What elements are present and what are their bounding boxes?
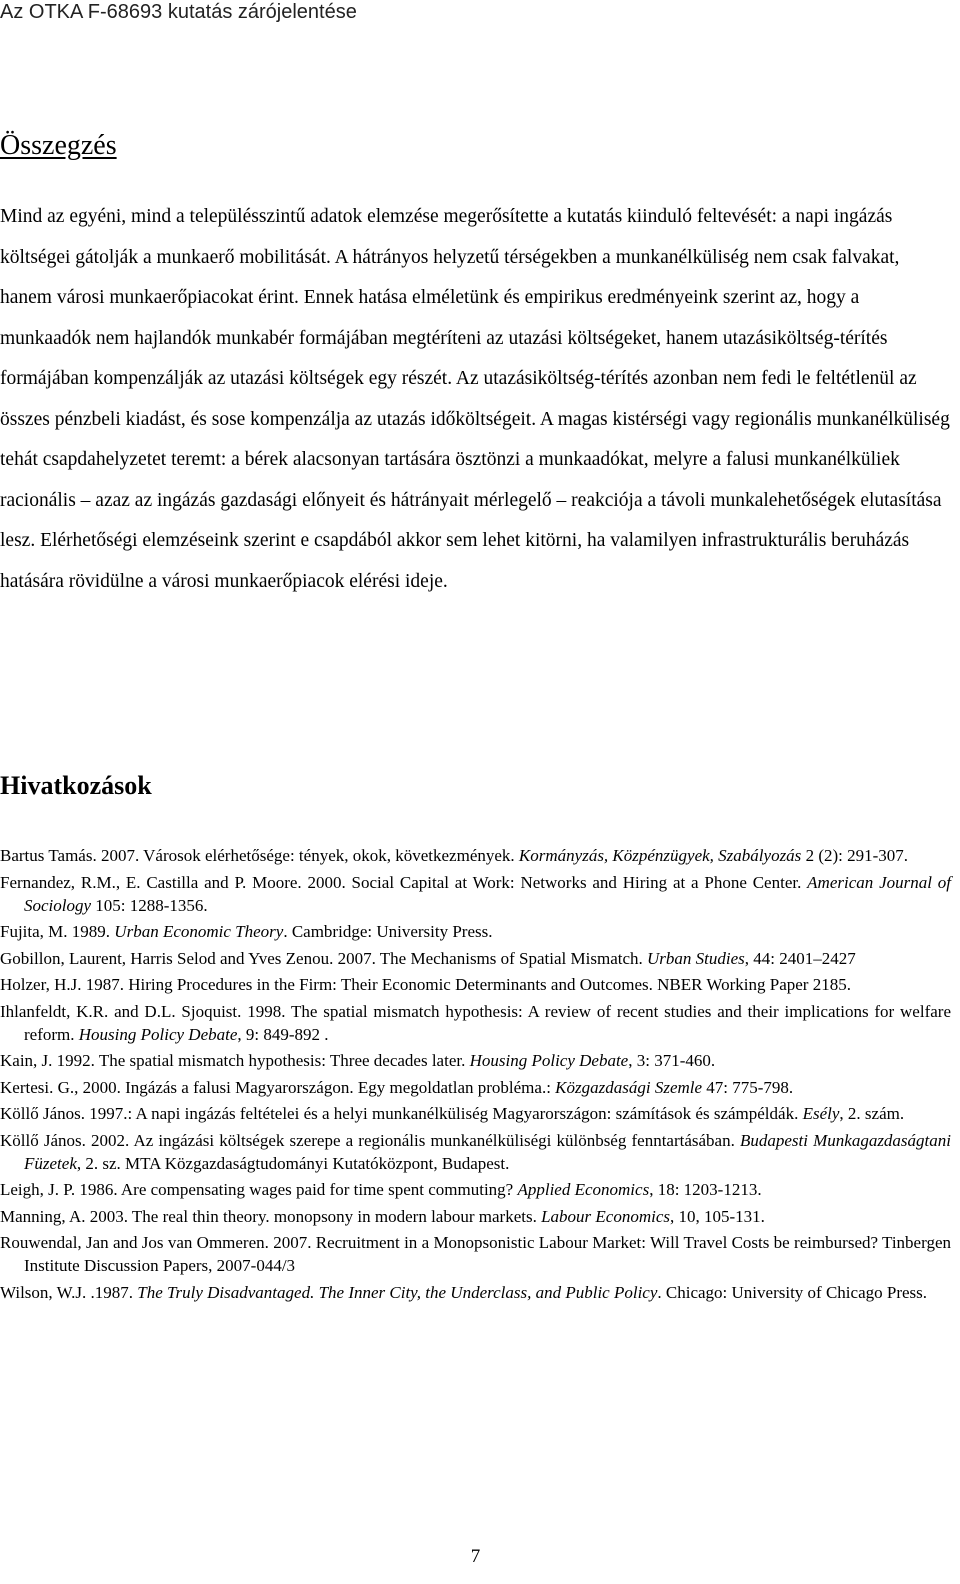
section-title-references: Hivatkozások <box>0 771 152 800</box>
reference-item: Ihlanfeldt, K.R. and D.L. Sjoquist. 1998. The spatial mismatch hypothesis: A review of recent studies and their implications for welfare reform. Housing Policy Debate, 9: 849-892 . <box>0 1001 951 1044</box>
reference-item: Kertesi. G., 2000. Ingázás a falusi Magyarországon. Egy megoldatlan probléma.: Közgazdasági Szemle 47: 775-798. <box>0 1077 794 1097</box>
reference-venue: Urban Economic Theory <box>114 922 284 941</box>
reference-venue: The Truly Disadvantaged. The Inner City, the Underclass, and Public Policy <box>137 1282 658 1302</box>
reference-item: Manning, A. 2003. The real thin theory. monopsony in modern labour markets. Labour Economics, 10, 105-131. <box>0 1206 765 1226</box>
running-header: Az OTKA F-68693 kutatás zárójelentése <box>0 1 357 23</box>
reference-item: Wilson, W.J. .1987. The Truly Disadvantaged. The Inner City, the Underclass, and Public Policy. Chicago: University of Chicago Press. <box>0 1282 928 1302</box>
page-number: 7 <box>470 1546 481 1567</box>
reference-item: Gobillon, Laurent, Harris Selod and Yves Zenou. 2007. The Mechanisms of Spatial Mismatch. Urban Studies, 44: 2401–2427 <box>0 948 856 968</box>
reference-venue: Esély <box>802 1104 840 1123</box>
reference-item: Köllő János. 1997.: A napi ingázás feltételei és a helyi munkanélküliség Magyarországon: számítások és számpéldák. Esély, 2. szám. <box>0 1104 905 1123</box>
reference-venue: Urban Studies <box>647 948 745 968</box>
reference-item: Rouwendal, Jan and Jos van Ommeren. 2007. Recruitment in a Monopsonistic Labour Market: Will Travel Costs be reimbursed? Tinbergen Institute Discussion Papers, 2007-044/3 <box>0 1233 951 1275</box>
summary-paragraph: Mind az egyéni, mind a településszintű adatok elemzése megerősítette a kutatás kiinduló feltevését: a napi ingázás költségei gátolják a munkaerő mobilitását. A hátrányos helyzetű térségekben a munkanélküliség nem csak falvakat, hanem városi munkaerőpiacokat érint. Ennek hatása elméletünk és empirikus eredményeink szerint az, hogy a munkaadók nem hajlandók munkabér formájában megtéríteni az utazási költségeket, hanem utazásiköltség-térítés formájában kompenzálják az utazási költségek egy részét. Az utazásiköltség-térítés azonban nem fedi le feltétlenül az összes pénzbeli kiadást, és sose kompenzálja az utazás időköltségeit. A magas kistérségi vagy regionális munkanélküliség tehát csapdahelyzetet teremt: a bérek alacsonyan tartására ösztönzi a munkaadókat, melyre a falusi munkanélküliek racionális – azaz az ingázás gazdasági előnyeit és hátrányait mérlegelő – reakciója a távoli munkalehetőségek elutasítása lesz. Elérhetőségi elemzéseink szerint e csapdából akkor sem lehet kitörni, ha valamilyen infrastrukturális beruházás hatására rövidülne a városi munkaerőpiacok elérési ideje. <box>0 206 950 592</box>
reference-venue: Housing Policy Debate <box>78 1024 238 1044</box>
reference-item: Leigh, J. P. 1986. Are compensating wages paid for time spent commuting? Applied Economics, 18: 1203-1213. <box>0 1180 762 1199</box>
reference-item: Kain, J. 1992. The spatial mismatch hypothesis: Three decades later. Housing Policy Debate, 3: 371-460. <box>0 1051 716 1070</box>
reference-venue: American Journal of Sociology <box>24 872 951 915</box>
reference-venue: Kormányzás, Közpénzügyek, Szabályozás <box>518 846 802 865</box>
reference-venue: Applied Economics <box>517 1180 650 1199</box>
reference-item: Fujita, M. 1989. Urban Economic Theory. Cambridge: University Press. <box>0 922 493 941</box>
reference-list <box>0 844 951 1307</box>
reference-item: Köllő János. 2002. Az ingázási költségek szerepe a regionális munkanélküliségi különbség fenntartásában. Budapesti Munkagazdaságtani Füzetek, 2. sz. MTA Közgazdaságtudományi Kutatóközpont, Budapest. <box>0 1130 951 1173</box>
section-title-summary: Összegzés <box>0 130 117 161</box>
reference-venue: Budapesti Munkagazdaságtani Füzetek <box>24 1130 951 1173</box>
reference-item: Bartus Tamás. 2007. Városok elérhetősége: tények, okok, következmények. Kormányzás, Közpénzügyek, Szabályozás 2 (2): 291-307. <box>0 846 909 865</box>
reference-item: Holzer, H.J. 1987. Hiring Procedures in the Firm: Their Economic Determinants and Outcomes. NBER Working Paper 2185. <box>0 975 851 994</box>
reference-venue: Housing Policy Debate <box>469 1051 629 1070</box>
reference-item: Fernandez, R.M., E. Castilla and P. Moore. 2000. Social Capital at Work: Networks and Hiring at a Phone Center. American Journal of Sociology 105: 1288-1356. <box>0 872 951 915</box>
reference-venue: Labour Economics <box>541 1206 670 1226</box>
reference-venue: Közgazdasági Szemle <box>555 1077 703 1097</box>
